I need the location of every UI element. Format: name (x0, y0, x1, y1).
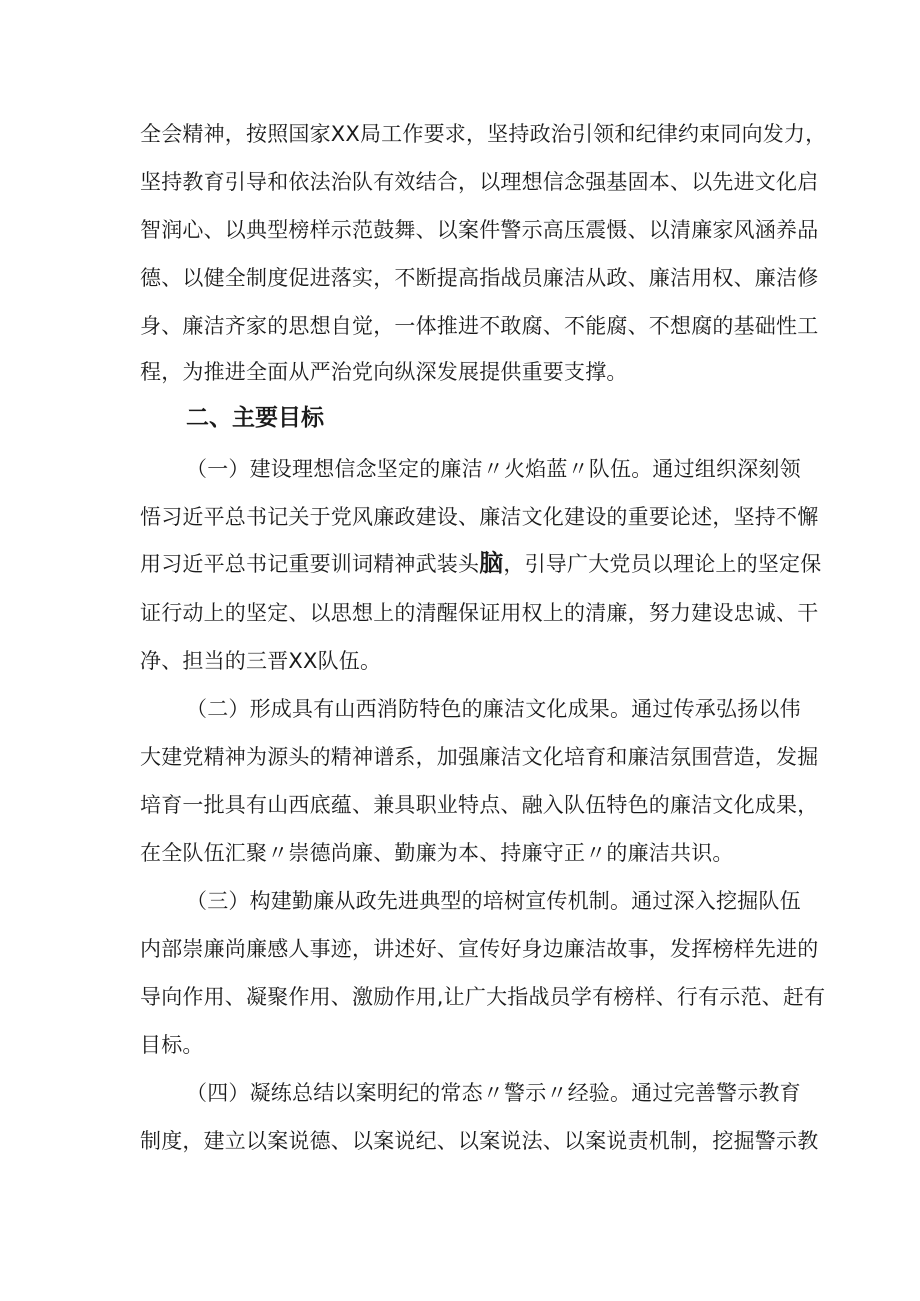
paragraph-line: 智润心、以典型榜样示范鼓舞、以案件警示高压震慑、以清廉家风涵养品 (140, 218, 819, 242)
paragraph-line: （一）建设理想信念坚定的廉洁〃火焰蓝〃队伍。通过组织深刻领 (186, 457, 801, 481)
paragraph-line (140, 548, 822, 578)
paragraph-line: 全会精神，按照国家XX局工作要求，坚持政治引领和纪律约束同向发力， (140, 122, 827, 146)
paragraph-line: （四）凝练总结以案明纪的常态〃警示〃经验。通过完善警示教育 (186, 1081, 801, 1105)
paragraph-line: 证行动上的坚定、以思想上的清醒保证用权上的清廉，努力建设忠诚、干 (140, 601, 819, 625)
paragraph-line: 制度，建立以案说德、以案说纪、以案说法、以案说责机制，挖掘警示教 (140, 1129, 819, 1153)
paragraph-line: （二）形成具有山西消防特色的廉洁文化成果。通过传承弘扬以伟 (186, 697, 801, 721)
paragraph-line: 在全队伍汇聚〃崇德尚廉、勤廉为本、持廉守正〃的廉洁共识。 (140, 841, 734, 865)
bold-character: 脑 (479, 549, 504, 577)
paragraph-line: 德、以健全制度促进落实，不断提高指战员廉洁从政、廉洁用权、廉洁修 (140, 266, 819, 290)
paragraph-line: 目标。 (140, 1033, 204, 1057)
paragraph-line: 培育一批具有山西底蕴、兼具职业特点、融入队伍特色的廉洁文化成果， (140, 793, 819, 817)
paragraph-line: 导向作用、凝聚作用、激励作用,让广大指战员学有榜样、行有示范、赶有 (140, 985, 826, 1009)
section-heading: 二、主要目标 (186, 405, 324, 431)
paragraph-line: 大建党精神为源头的精神谱系，加强廉洁文化培育和廉洁氛围营造，发掘 (140, 745, 819, 769)
paragraph-line: 坚持教育引导和依法治队有效结合，以理想信念强基固本、以先进文化启 (140, 170, 819, 194)
paragraph-line: 程，为推进全面从严治党向纵深发展提供重要支撑。 (140, 360, 628, 384)
text-segment: ，引导广大党员以理论上的坚定保 (503, 552, 822, 576)
paragraph-line: 净、担当的三晋XX队伍。 (140, 649, 382, 673)
paragraph-line: 内部崇廉尚廉感人事迹，讲述好、宣传好身边廉洁故事，发挥榜样先进的 (140, 937, 819, 961)
paragraph-line: 悟习近平总书记关于党风廉政建设、廉洁文化建设的重要论述，坚持不懈 (140, 505, 819, 529)
paragraph-line: （三）构建勤廉从政先进典型的培树宣传机制。通过深入挖掘队伍 (186, 889, 801, 913)
text-segment: 用习近平总书记重要训词精神武装头 (140, 552, 480, 576)
paragraph-line: 身、廉洁齐家的思想自觉，一体推进不敢腐、不能腐、不想腐的基础性工 (140, 314, 819, 338)
